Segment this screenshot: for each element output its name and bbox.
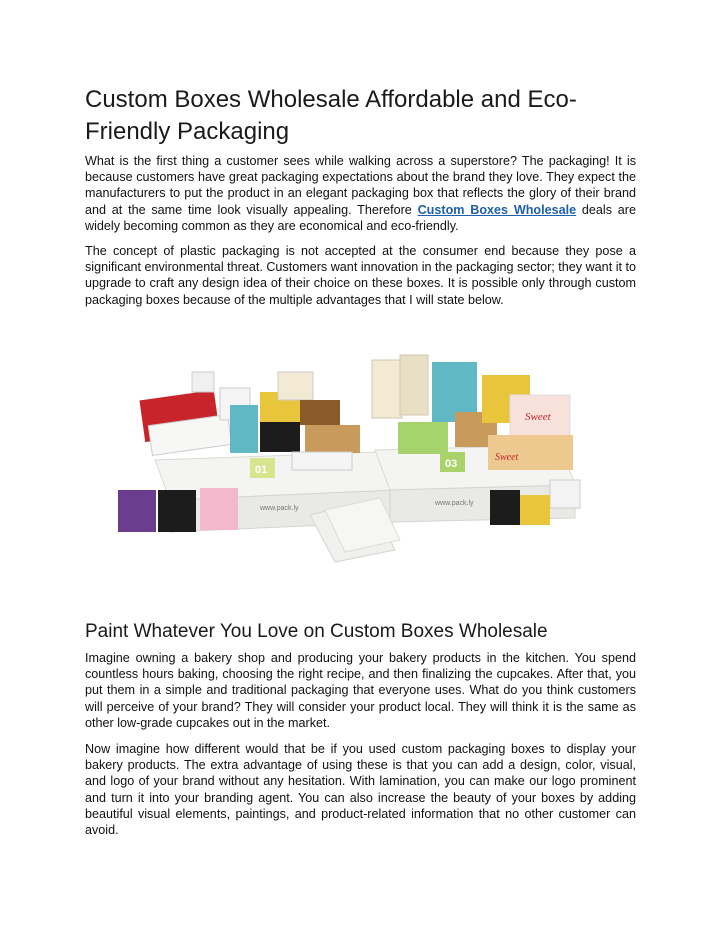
custom-boxes-wholesale-link[interactable]: Custom Boxes Wholesale bbox=[417, 202, 577, 217]
intro-text-before-link: What is the first thing a customer sees while walking across a superstore? The packaging! It is because customers have great packaging expectations about the brand they love. They expect the manufacturers to put the product in an elegant packaging box that reflects the glory of their brand and at the same time look visually appealing. Therefore bbox=[85, 154, 636, 217]
intro-paragraph bbox=[85, 153, 636, 234]
tray-label-right: www.pack.ly bbox=[435, 500, 474, 507]
tile-03: 03 bbox=[445, 458, 458, 470]
tray-label-left: www.pack.ly bbox=[260, 505, 299, 512]
intro-text-after-link: deals are widely becoming common as they are economical and eco-friendly. bbox=[85, 202, 637, 233]
section-heading: Paint Whatever You Love on Custom Boxes Wholesale bbox=[85, 621, 548, 642]
tile-01: 01 bbox=[255, 464, 268, 476]
packaging-boxes-photo bbox=[110, 340, 610, 565]
bakery-paragraph: Imagine owning a bakery shop and producing your bakery products in the kitchen. You spend countless hours baking, choosing the right recipe, and then finalizing the cupcakes. After that, you put them in a simple and traditional packaging that everyone uses. What do you think customers will perceive of your brand? They will consider your product local. They will think it is the same as other low-grade cupcakes out in the market. bbox=[85, 651, 636, 730]
plastic-packaging-paragraph: The concept of plastic packaging is not accepted at the consumer end because they pose a significant environmental threat. Customers want innovation in the packaging sector; they want it to upgrade to craft any design idea of their choice on these boxes. It is possible only through custom packaging boxes because of the multiple advantages that I will state below. bbox=[85, 244, 636, 307]
sweet-label-bottom: Sweet bbox=[495, 452, 519, 463]
article-title: Custom Boxes Wholesale Affordable and Eco-Friendly Packaging bbox=[85, 86, 577, 145]
custom-boxes-paragraph: Now imagine how different would that be if you used custom packaging boxes to display your bakery products. The extra advantage of using these is that you can add a design, color, visual, and logo of your brand without any hesitation. With lamination, you can make our logo prominent and turn it into your branding agent. You can also increase the beauty of your boxes by adding beautiful visual elements, paintings, and product-related information that no other customer can avoid. bbox=[85, 742, 636, 838]
sweet-label-top: Sweet bbox=[525, 411, 551, 423]
